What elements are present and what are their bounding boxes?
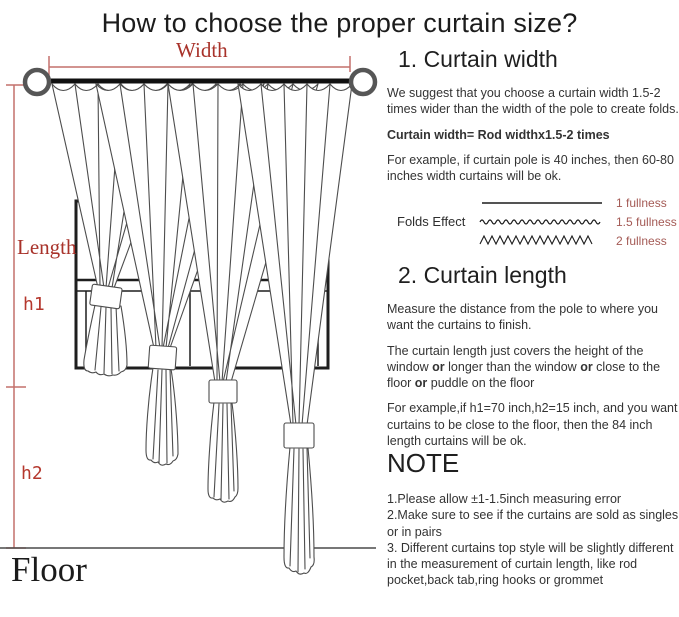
tieback-band-2: [148, 345, 177, 370]
fullness-label-2: 1.5 fullness: [616, 214, 677, 229]
fullness-row-2: [478, 212, 677, 231]
width-paragraph-1: We suggest that you choose a curtain width 1.5-2 times wider than the width of the pole to create folds.: [387, 86, 679, 117]
h1-label: h1: [23, 294, 45, 315]
curtain-diagram: [0, 40, 390, 617]
rod-finial-right: [351, 70, 375, 94]
tieback-band-3: [209, 380, 237, 403]
note-item-1: 1.Please allow ±1-1.5inch measuring error: [387, 492, 622, 506]
length-paragraph-1: Measure the distance from the pole to where you want the curtains to finish.: [387, 302, 658, 333]
section-note: [387, 448, 679, 589]
h2-label: h2: [21, 463, 43, 484]
length-paragraph-2: The curtain length just covers the height of the window or longer than the window or close to the floor or puddle on the floor: [387, 343, 661, 390]
zigzag-line-glyph: [478, 232, 608, 250]
fullness-label-3: 2 fullness: [616, 233, 667, 248]
note-heading: NOTE: [387, 448, 460, 478]
straight-line-glyph: [478, 194, 608, 212]
fullness-row-1: [478, 193, 677, 212]
section-heading-length: 2. Curtain length: [398, 262, 567, 288]
section-curtain-length: [387, 262, 679, 458]
width-formula: Curtain width= Rod widthx1.5-2 times: [387, 127, 610, 142]
tieback-band-1: [90, 284, 123, 309]
note-item-3: 3. Different curtains top style will be slightly different in the measurement of curtain length, like rod pocket,back tab,ring hooks or grommet: [387, 540, 674, 588]
note-item-2: 2.Make sure to see if the curtains are sold as singles or in pairs: [387, 508, 679, 539]
section-curtain-width: [387, 46, 679, 250]
tieback-band-4: [284, 423, 314, 448]
fullness-label-1: 1 fullness: [616, 195, 667, 210]
fullness-rows: [478, 193, 677, 250]
wave-line-glyph: [478, 213, 608, 231]
width-paragraph-2: For example, if curtain pole is 40 inches, then 60-80 inches width curtains will be ok.: [387, 152, 674, 183]
floor-label: Floor: [11, 550, 87, 589]
rod-finial-left: [25, 70, 49, 94]
folds-effect-label: Folds Effect: [397, 214, 466, 230]
folds-effect-block: [387, 193, 679, 250]
fullness-row-3: [478, 231, 677, 250]
length-label: Length: [17, 235, 77, 259]
width-label: Width: [176, 38, 228, 62]
page-title: How to choose the proper curtain size?: [101, 8, 578, 38]
curtain-bundle-4: [238, 84, 352, 574]
section-heading-width: 1. Curtain width: [398, 46, 558, 72]
length-paragraph-3: For example,if h1=70 inch,h2=15 inch, and you want curtains to be close to the floor, then the 84 inch length curtains will be ok.: [387, 401, 678, 448]
